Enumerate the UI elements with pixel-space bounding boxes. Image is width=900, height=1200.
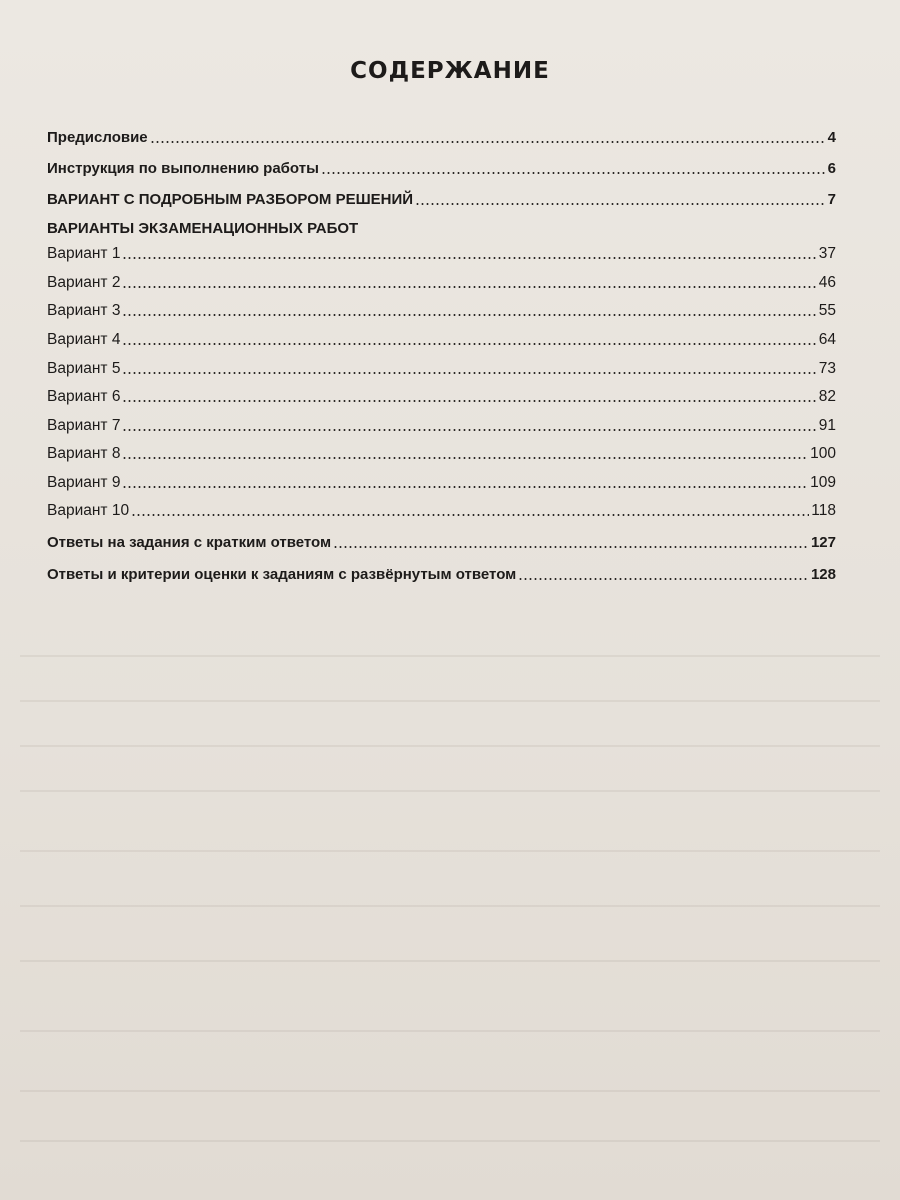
toc-entry-label: Вариант 2: [47, 274, 121, 291]
toc-entry-variant-8[interactable]: [47, 445, 836, 463]
toc-entry-variant-5[interactable]: [47, 360, 836, 378]
toc-entry-page: 82: [818, 388, 836, 405]
toc-entry-page: 100: [810, 445, 836, 462]
toc-entry-variant-4[interactable]: [47, 331, 836, 349]
toc-entry-label: Предисловие: [47, 129, 148, 146]
toc-entry-variant-10[interactable]: [47, 502, 836, 520]
toc-entry-page: 109: [810, 474, 836, 491]
toc-entry-variant-7[interactable]: [47, 417, 836, 435]
toc-entry-page: 118: [811, 502, 836, 519]
toc-entry-variant-9[interactable]: [47, 474, 836, 492]
dot-leader: [150, 141, 826, 143]
dot-leader: [122, 286, 816, 288]
toc-entry-page: 4: [827, 129, 836, 146]
toc-entry-label: Вариант 3: [47, 302, 121, 319]
section-heading-exam-variants: ВАРИАНТЫ ЭКЗАМЕНАЦИОННЫХ РАБОТ: [47, 220, 359, 237]
toc-entry-page: 64: [818, 331, 836, 348]
dot-leader: [131, 514, 809, 516]
toc-entry-label: Вариант 5: [47, 360, 121, 377]
toc-entry-variant-1[interactable]: [47, 245, 836, 263]
dot-leader: [333, 546, 809, 548]
toc-entry-label: Вариант 7: [47, 417, 121, 434]
toc-entry-page: 6: [827, 160, 836, 177]
toc-entry-page: 37: [818, 245, 836, 262]
toc-entry-detailed-answers[interactable]: [47, 566, 836, 584]
dot-leader: [122, 314, 816, 316]
toc-entry-label: Ответы на задания с кратким ответом: [47, 534, 332, 551]
dot-leader: [122, 343, 816, 345]
toc-entry-preface[interactable]: [47, 129, 836, 147]
dot-leader: [415, 203, 826, 205]
toc-entry-page: 46: [818, 274, 836, 291]
dot-leader: [122, 372, 816, 374]
page-title: СОДЕРЖАНИЕ: [350, 58, 550, 84]
toc-entry-short-answers[interactable]: [47, 534, 836, 552]
toc-entry-variant-2[interactable]: [47, 274, 836, 292]
toc-entry-label: Вариант 8: [47, 445, 121, 462]
toc-entry-label: Вариант 6: [47, 388, 121, 405]
toc-entry-label: Вариант 1: [47, 245, 121, 262]
toc-entry-label: Ответы и критерии оценки к заданиям с развёрнутым ответом: [47, 566, 517, 583]
dot-leader: [122, 400, 816, 402]
dot-leader: [518, 578, 809, 580]
toc-entry-page: 91: [818, 417, 836, 434]
toc-entry-label: Вариант 9: [47, 474, 121, 491]
toc-entry-detailed-variant[interactable]: [47, 191, 836, 209]
toc-entry-instructions[interactable]: [47, 160, 836, 178]
toc-entry-label: Вариант 4: [47, 331, 121, 348]
toc-entry-page: 128: [810, 566, 836, 583]
toc-entry-label: Вариант 10: [47, 502, 130, 519]
toc-entry-variant-6[interactable]: [47, 388, 836, 406]
toc-entry-page: 73: [818, 360, 836, 377]
toc-entry-page: 7: [827, 191, 836, 208]
toc-entry-variant-3[interactable]: [47, 302, 836, 320]
toc-entry-page: 55: [818, 302, 836, 319]
dot-leader: [122, 257, 816, 259]
toc-entry-label: Инструкция по выполнению работы: [47, 160, 319, 177]
toc-entry-page: 127: [810, 534, 836, 551]
dot-leader: [122, 457, 808, 459]
toc-entry-label: ВАРИАНТ С ПОДРОБНЫМ РАЗБОРОМ РЕШЕНИЙ: [47, 191, 414, 208]
dot-leader: [122, 486, 808, 488]
dot-leader: [122, 429, 816, 431]
dot-leader: [321, 172, 826, 174]
